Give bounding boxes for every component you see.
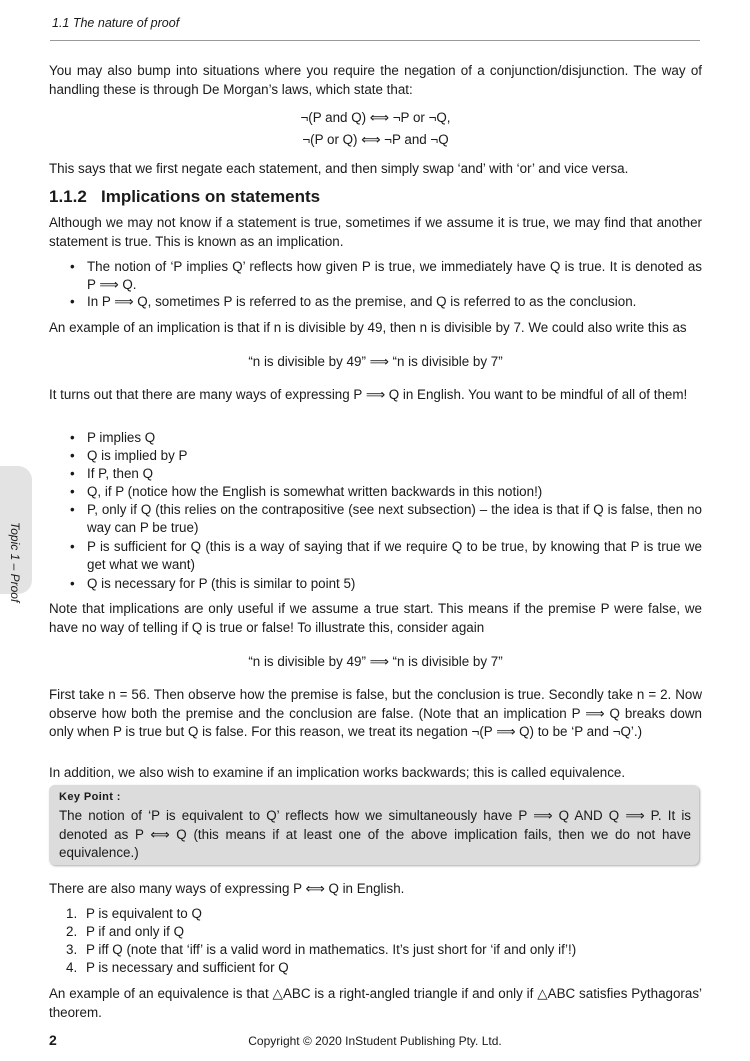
key-point-body: The notion of ‘P is equivalent to Q’ reflects how we simultaneously have P ⟹ Q AND Q ⟹ P. It is denoted as P ⟺ Q (this means if at least one of the above implication fails, then we do not have equivalence.) — [59, 808, 691, 860]
paragraph-implication-example: An example of an implication is that if n is divisible by 49, then n is divisible by 7. We could also write this as — [49, 320, 687, 335]
page-number: 2 — [49, 1032, 57, 1048]
paragraph-equivalence-example: An example of an equivalence is that △ABC is a right-angled triangle if and only if △ABC satisfies Pythagoras’ theorem. — [49, 986, 702, 1020]
section-number: 1.1.2 — [49, 187, 87, 206]
implication-example-display: “n is divisible by 49” ⟹ “n is divisible by 7” — [248, 354, 503, 369]
side-tab-label — [8, 522, 22, 552]
paragraph-equivalence-ways: There are also many ways of expressing P ⟺ Q in English. — [49, 881, 405, 896]
copyright-notice: Copyright © 2020 InStudent Publishing Pty. Ltd. — [248, 1034, 502, 1048]
list-item: 1. P is equivalent to Q — [66, 906, 202, 921]
key-point-box — [49, 785, 699, 865]
key-point-title: Key Point : — [59, 791, 121, 803]
section-title: Implications on statements — [100, 187, 321, 206]
list-item: • P implies Q — [70, 430, 156, 445]
paragraph-true-start: Note that implications are only useful if we assume a true start. This means if the premise P were false, we have no way of telling if Q is true or false! To illustrate this, consider again — [49, 601, 702, 635]
paragraph-de-morgan-explain: This says that we first negate each statement, and then simply swap ‘and’ with ‘or’ and vice versa. — [49, 161, 629, 176]
paragraph-ways-intro: It turns out that there are many ways of expressing P ⟹ Q in English. You want to be mindful of all of them! — [49, 387, 688, 402]
list-item: • The notion of ‘P implies Q’ reflects how given P is true, we immediately have Q is true. It is denoted as P ⟹ Q. — [70, 259, 702, 292]
running-header: 1.1 The nature of proof — [52, 16, 180, 30]
list-item: • P is sufficient for Q (this is a way of saying that if we require Q to be true, by knowing that P is true we get what we want) — [70, 539, 702, 572]
paragraph-equivalence-intro: In addition, we also wish to examine if an implication works backwards; this is called equivalence. — [49, 765, 626, 780]
list-item: • Q, if P (notice how the English is somewhat written backwards in this notion!) — [70, 484, 543, 499]
list-item: 2. P if and only if Q — [66, 924, 185, 939]
list-item: • Q is implied by P — [70, 448, 188, 463]
list-item: • If P, then Q — [70, 466, 154, 481]
list-item: • Q is necessary for P (this is similar to point 5) — [70, 576, 356, 591]
paragraph-counterexamples: First take n = 56. Then observe how the premise is false, but the conclusion is true. Secondly take n = 2. Now observe how both the premise and the conclusion are false. (Note that an implication P ⟹ Q breaks down only when P is true but Q is false. For this reason, we treat its negation ¬(P ⟹ Q) to be ‘P and ¬Q’.) — [49, 687, 702, 739]
de-morgan-law-1: ¬(P and Q) ⟺ ¬P or ¬Q, — [300, 110, 451, 125]
list-item: • P, only if Q (this relies on the contrapositive (see next subsection) – the idea is that if Q is false, then no way can P be true) — [70, 502, 702, 535]
list-item: 4. P is necessary and sufficient for Q — [66, 960, 289, 975]
header-rule — [50, 40, 700, 41]
implication-example-display-2: “n is divisible by 49” ⟹ “n is divisible by 7” — [248, 654, 503, 669]
paragraph-de-morgan-intro: You may also bump into situations where you require the negation of a conjunction/disjunction. The way of handling these is through De Morgan’s laws, which state that: — [49, 63, 702, 97]
de-morgan-law-2: ¬(P or Q) ⟺ ¬P and ¬Q — [302, 132, 449, 147]
paragraph-implication-def: Although we may not know if a statement is true, sometimes if we assume it is true, we may find that another statement is true. This is known as an implication. — [49, 215, 702, 249]
section-heading — [49, 187, 320, 207]
list-item: • In P ⟹ Q, sometimes P is referred to as the premise, and Q is referred to as the conclusion. — [70, 294, 637, 309]
list-item: 3. P iff Q (note that ‘iff’ is a valid word in mathematics. It’s just short for ‘if and only if’!) — [66, 942, 577, 957]
